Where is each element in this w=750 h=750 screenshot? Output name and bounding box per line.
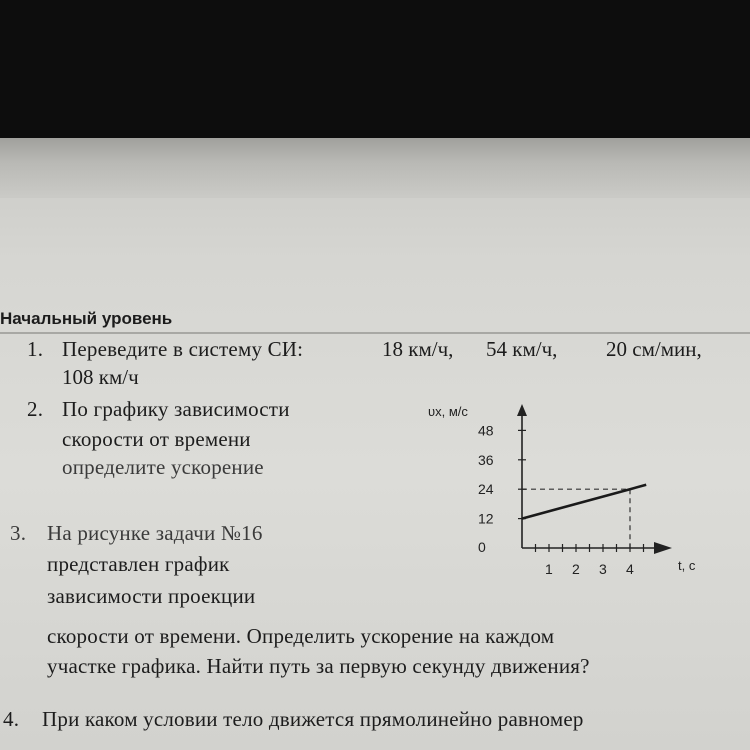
task3-line-2: представлен график	[47, 552, 230, 576]
graph-reference-lines	[522, 489, 630, 548]
task2-line-3: определите ускорение	[62, 455, 264, 479]
task4-number: 4.	[3, 707, 20, 731]
page-crease	[0, 332, 750, 334]
task3-line-1: На рисунке задачи №16	[47, 521, 263, 545]
task2-line-1: По графику зависимости	[62, 397, 290, 421]
y-tick-label: 48	[478, 422, 494, 439]
task2-line-2: скорости от времени	[62, 427, 251, 451]
y-tick-label: 12	[478, 510, 494, 527]
x-tick-label: 3	[599, 561, 607, 577]
x-tick-label: 4	[626, 561, 634, 577]
section-heading: Начальный уровень	[0, 309, 173, 328]
task1-text: Переведите в систему СИ:	[62, 337, 304, 361]
x-axis-arrow	[654, 542, 672, 554]
task1-value-1: 18 км/ч,	[382, 337, 454, 361]
graph-x-axis-label: t, с	[678, 558, 696, 573]
task3-line-4: скорости от времени. Определить ускорение на каждом	[47, 624, 555, 648]
task3-line-5: участке графика. Найти путь за первую секунду движения?	[47, 654, 590, 678]
task1-value-2: 54 км/ч,	[486, 337, 558, 361]
graph-y-ticks	[478, 422, 526, 555]
y-tick-label: 24	[478, 481, 494, 498]
graph-y-axis-label: υx, м/с	[428, 404, 468, 419]
task1-value-3: 20 см/мин,	[606, 337, 702, 361]
graph-series	[522, 485, 646, 519]
task1-number: 1.	[27, 337, 44, 361]
task1-value-4: 108 км/ч	[62, 365, 139, 389]
velocity-line	[522, 485, 646, 519]
velocity-time-graph	[410, 400, 710, 585]
x-tick-label: 2	[572, 561, 580, 577]
x-tick-label: 1	[545, 561, 553, 577]
graph-axes	[517, 404, 672, 554]
graph-x-ticks	[536, 544, 644, 577]
y-tick-label: 0	[478, 539, 486, 555]
task2-number: 2.	[27, 397, 44, 421]
task4-text: При каком условии тело движется прямолинейно равномер	[42, 707, 584, 731]
y-axis-arrow	[517, 404, 527, 416]
task3-number: 3.	[10, 521, 27, 545]
task3-line-3: зависимости проекции	[47, 584, 256, 608]
page-fold-shadow	[0, 138, 750, 198]
y-tick-label: 36	[478, 451, 494, 468]
